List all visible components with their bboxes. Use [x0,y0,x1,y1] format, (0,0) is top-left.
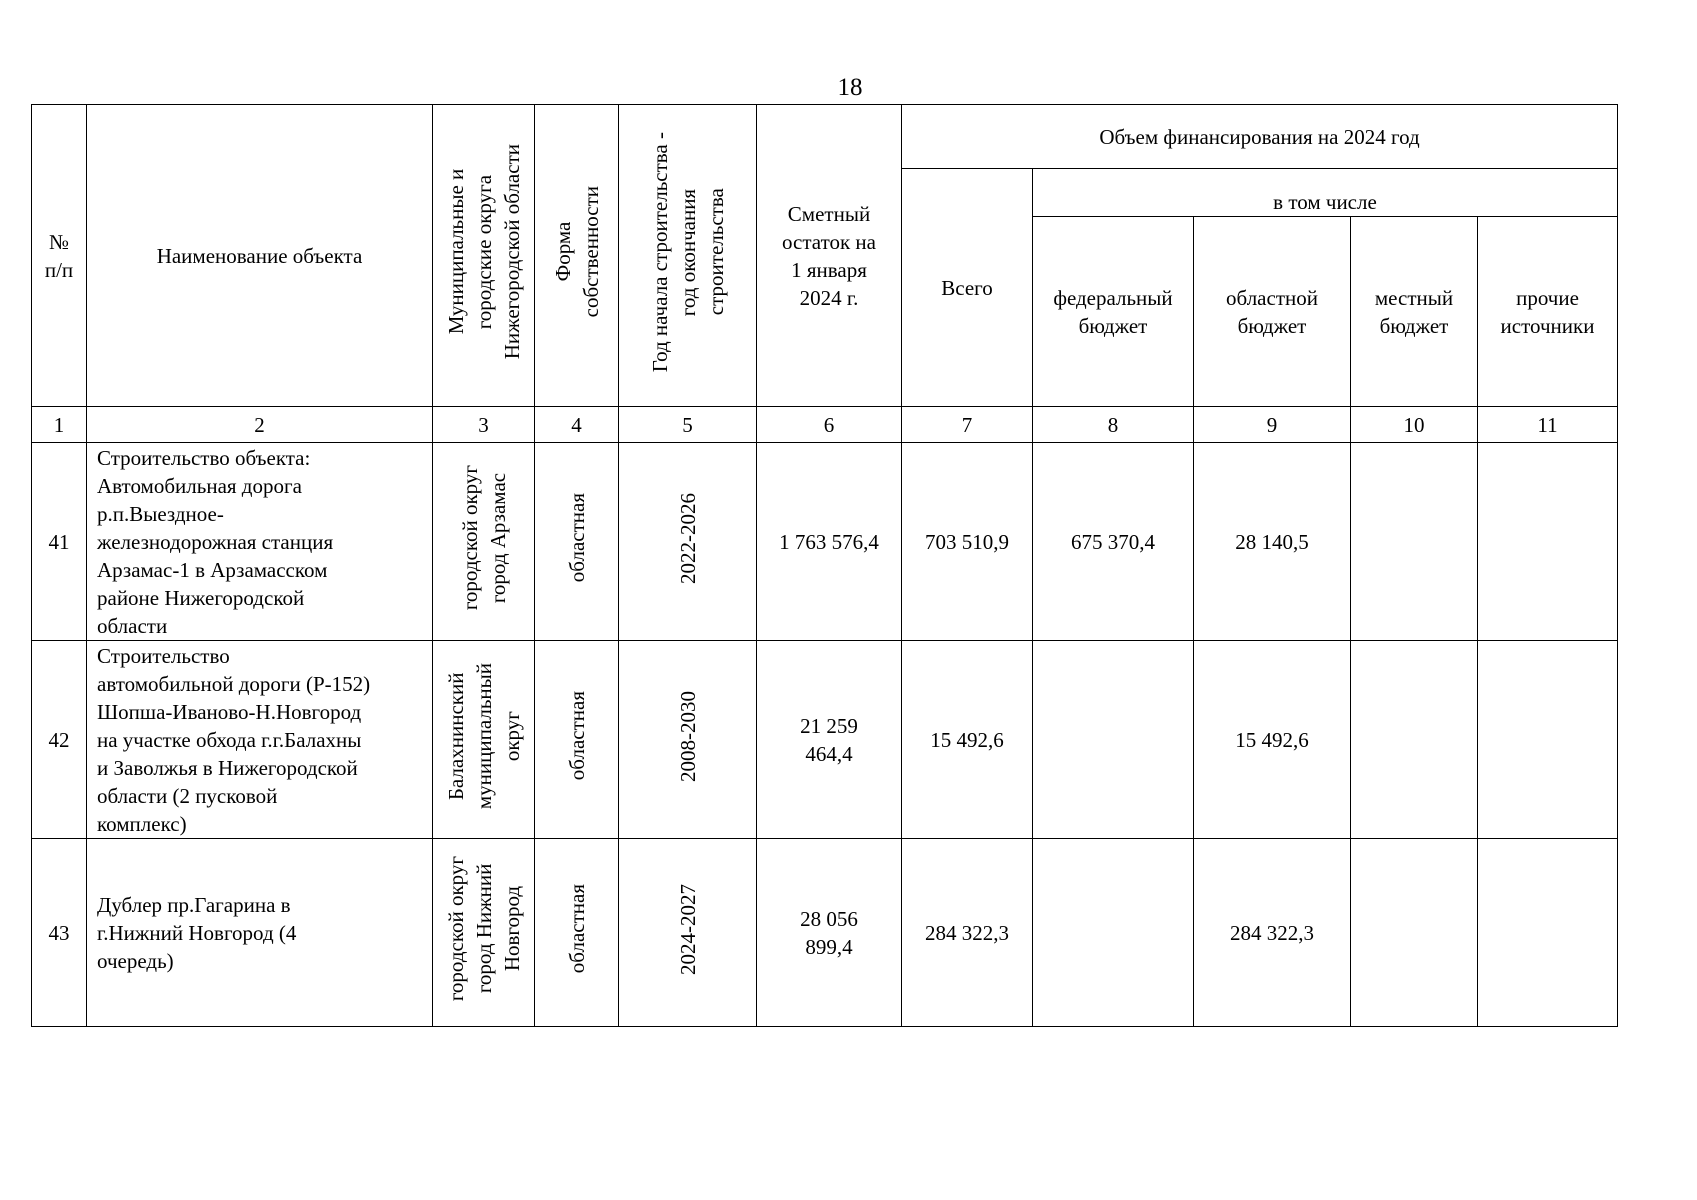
table-row [32,641,1618,839]
row-num: 41 [32,443,87,641]
col-number: 5 [619,407,757,443]
column-number-row [32,407,1618,443]
row-years-text: 2022-2026 [675,492,700,584]
row-name: Дублер пр.Гагарина в г.Нижний Новгород (4 очередь) [87,839,433,1027]
header-ownership [535,105,619,407]
row-federal: 675 370,4 [1033,443,1194,641]
col-number: 9 [1194,407,1351,443]
col-number: 4 [535,407,619,443]
row-municipality [433,443,535,641]
header-local: местный бюджет [1351,217,1478,407]
col-number: 2 [87,407,433,443]
header-municipality [433,105,535,407]
row-estimate: 21 259 464,4 [757,641,902,839]
row-municipality-text: городской округ город Арзамас [457,465,510,611]
row-regional: 15 492,6 [1194,641,1351,839]
row-regional: 28 140,5 [1194,443,1351,641]
col-number: 8 [1033,407,1194,443]
col-number: 6 [757,407,902,443]
row-years [619,443,757,641]
row-estimate: 28 056 899,4 [757,839,902,1027]
row-num: 43 [32,839,87,1027]
page-number: 18 [837,74,863,101]
row-ownership [535,839,619,1027]
row-other [1478,443,1618,641]
row-total: 15 492,6 [902,641,1033,839]
row-municipality [433,641,535,839]
header-municipality-text: Муниципальные и городские округа Нижегородской области [443,144,524,360]
header-ownership-text: Форма собственности [550,186,603,318]
row-ownership-text: областная [564,884,589,974]
row-local [1351,641,1478,839]
row-num: 42 [32,641,87,839]
header-regional: областной бюджет [1194,217,1351,407]
financing-table [31,104,1618,1027]
row-total: 284 322,3 [902,839,1033,1027]
row-total: 703 510,9 [902,443,1033,641]
row-years-text: 2008-2030 [675,690,700,782]
col-number: 1 [32,407,87,443]
row-years-text: 2024-2027 [675,883,700,975]
row-municipality-text: городской округ город Нижний Новгород [443,856,524,1002]
header-num: № п/п [32,105,87,407]
row-years [619,839,757,1027]
col-number: 7 [902,407,1033,443]
header-total: Всего [902,169,1033,407]
header-years-text: Год начала строительства - год окончания строительства [647,131,728,373]
row-federal [1033,641,1194,839]
header-estimate: Сметный остаток на 1 января 2024 г. [757,105,902,407]
row-ownership [535,443,619,641]
row-estimate: 1 763 576,4 [757,443,902,641]
header-years [619,105,757,407]
row-municipality [433,839,535,1027]
row-municipality-text: Балахнинский муниципальный округ [443,662,524,810]
header-other: прочие источники [1478,217,1618,407]
row-regional: 284 322,3 [1194,839,1351,1027]
row-ownership [535,641,619,839]
row-years [619,641,757,839]
row-name: Строительство автомобильной дороги (Р-152) Шопша-Иваново-Н.Новгород на участке обхода г.г.Балахны и Заволжья в Нижегородской области (2 пусковой комплекс) [87,641,433,839]
table-row [32,839,1618,1027]
header-name: Наименование объекта [87,105,433,407]
col-number: 3 [433,407,535,443]
row-local [1351,839,1478,1027]
col-number: 10 [1351,407,1478,443]
row-ownership-text: областная [564,691,589,781]
table-row [32,443,1618,641]
col-number: 11 [1478,407,1618,443]
row-local [1351,443,1478,641]
row-other [1478,641,1618,839]
row-name: Строительство объекта: Автомобильная дорога р.п.Выездное- железнодорожная станция Арзамас-1 в Арзамасском районе Нижегородской области [87,443,433,641]
row-federal [1033,839,1194,1027]
row-other [1478,839,1618,1027]
header-including: в том числе [1033,169,1618,217]
row-ownership-text: областная [564,493,589,583]
header-federal: федеральный бюджет [1033,217,1194,407]
header-funding: Объем финансирования на 2024 год [902,105,1618,169]
